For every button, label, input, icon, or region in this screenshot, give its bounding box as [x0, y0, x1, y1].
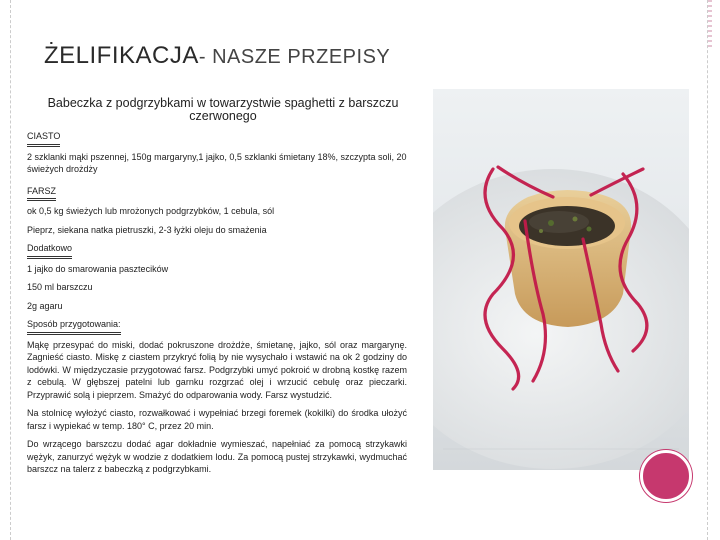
extra-item-2: 150 ml barszczu	[27, 282, 93, 292]
section-heading-dodatkowo: Dodatkowo	[27, 242, 72, 257]
ingredients-filling-2: Pieprz, siekana natka pietruszki, 2-3 łyżki oleju do smażenia	[27, 224, 267, 235]
decorative-circle	[640, 450, 692, 502]
ingredients-dough: 2 szklanki mąki pszennej, 150g margaryny,1 jajko, 0,5 szklanki śmietany 18%, szczypta soli, 20 świeżych drożdży	[27, 151, 407, 174]
ingredients-filling-1: ok 0,5 kg świeżych lub mrożonych podgrzybków, 1 cebula, sól	[27, 206, 275, 216]
preparation-step-2: Na stolnicę wyłożyć ciasto, rozwałkować i wypełniać brzegi foremek (kokilki) do środka ułożyć farsz i wypiekać w temp. 180° C, przez 20 min.	[27, 408, 407, 431]
extra-item-3: 2g agaru	[27, 300, 63, 311]
preparation-step-1: Mąkę przesypać do miski, dodać pokruszone drożdże, śmietanę, jajko, sól oraz margarynę. Zagnieść ciasto. Miskę z ciastem przykryć folią by nie wysychało i wstawić na ok 2 godziny do lodówki. W międzyczasie przygotować farsz. Podgrzybki umyć pokroić w drobną kostkę razem z cebulą. W głębszej patelni lub garnku rozgrzać olej i wrzucić cebulę oraz pieczarki. Przyprawić solą i pieprzem. Smażyć do odparowania wody. Farsz wystudzić.	[27, 339, 407, 400]
page-border-right	[707, 0, 708, 540]
page-title-rest: - NASZE PRZEPISY	[198, 46, 391, 68]
extra-item-1: 1 jajko do smarowania pasztecików	[27, 263, 169, 274]
recipe-content	[27, 130, 407, 476]
page-border-left	[10, 0, 11, 540]
section-heading-preparation: Sposób przygotowania:	[27, 318, 121, 333]
section-heading-ciasto: CIASTO	[27, 130, 60, 145]
recipe-title: Babeczka z podgrzybkami w towarzystwie spaghetti z barszczu czerwonego	[47, 96, 399, 123]
page-title-main: ŻELIFIKACJA	[44, 42, 199, 69]
corner-decoration	[708, 0, 712, 48]
preparation-step-3: Do wrzącego barszczu dodać agar dokładnie wymieszać, napełniać za pomocą strzykawki wężyk, zanurzyć wężyk w wodzie z dodatkiem lodu. Za pomocą pustej strzykawki, wydmuchać barszcz na talerz z babeczką z podgrzybkami.	[27, 439, 407, 474]
cupcake-photo	[433, 89, 689, 470]
section-heading-farsz: FARSZ	[27, 185, 56, 200]
cupcake-illustration	[433, 89, 689, 470]
page-title	[44, 42, 390, 70]
